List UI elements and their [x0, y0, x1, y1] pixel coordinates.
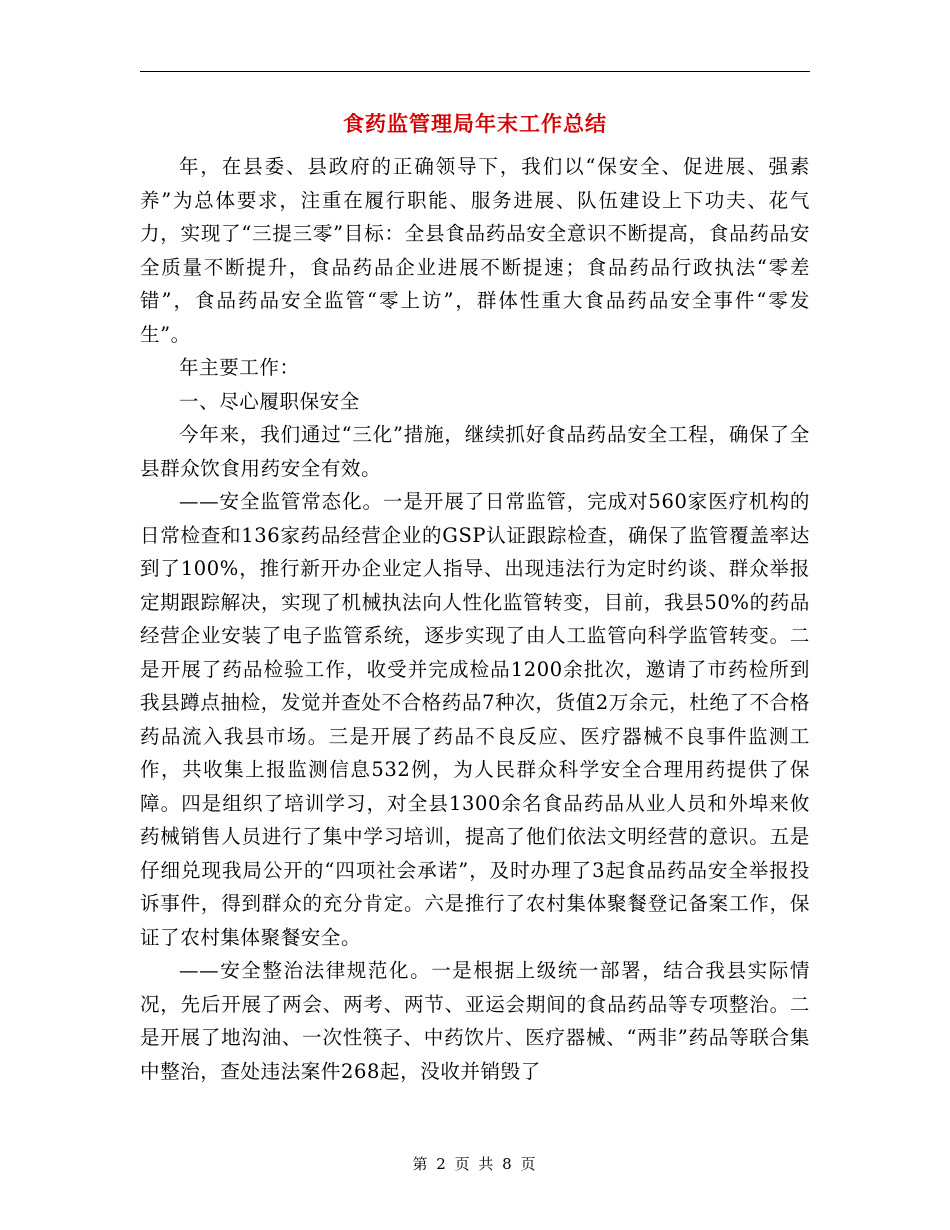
paragraph: 年，在县委、县政府的正确领导下，我们以“保安全、促进展、强素养”为总体要求，注重在履行职能、服务进展、队伍建设上下功夫、花气力，实现了“三提三零”目标：全县食品药品安全意识不断提高，食品药品安全质量不断提升，食品药品企业进展不断提速；食品药品行政执法“零差错”，食品药品安全监管“零上访”，群体性重大食品药品安全事件“零发生”。: [140, 155, 810, 346]
paragraph: 年主要工作：: [179, 356, 300, 379]
page-footer: 第 2 页 共 8 页: [412, 1155, 538, 1173]
paragraph: 今年来，我们通过“三化”措施，继续抓好食品药品安全工程，确保了全县群众饮食用药安全有效。: [140, 423, 810, 480]
header-rule: [140, 71, 810, 72]
paragraph: ——安全整治法律规范化。一是根据上级统一部署，结合我县实际情况，先后开展了两会、两考、两节、亚运会期间的食品药品等专项整治。二是开展了地沟油、一次性筷子、中药饮片、医疗器械、“两非”药品等联合集中整治，查处违法案件268起，没收并销毁了: [140, 959, 810, 1083]
paragraph: ——安全监管常态化。一是开展了日常监管，完成对560家医疗机构的日常检查和136家药品经营企业的GSP认证跟踪检查，确保了监管覆盖率达到了100%，推行新开办企业定人指导、出现违法行为定时约谈、群众举报定期跟踪解决，实现了机械执法向人性化监管转变，目前，我县50%的药品经营企业安装了电子监管系统，逐步实现了由人工监管向科学监管转变。二是开展了药品检验工作，收受并完成检品1200余批次，邀请了市药检所到我县蹲点抽检，发觉并查处不合格药品7种次，货值2万余元，杜绝了不合格药品流入我县市场。三是开展了药品不良反应、医疗器械不良事件监测工作，共收集上报监测信息532例，为人民群众科学安全合理用药提供了保障。四是组织了培训学习，对全县1300余名食品药品从业人员和外埠来攸药械销售人员进行了集中学习培训，提高了他们依法文明经营的意识。五是仔细兑现我局公开的“四项社会承诺”，及时办理了3起食品药品安全举报投诉事件，得到群众的充分肯定。六是推行了农村集体聚餐登记备案工作，保证了农村集体聚餐安全。: [140, 490, 810, 949]
section-heading: 一、尽心履职保安全: [179, 389, 360, 413]
document-body: [140, 150, 810, 1088]
document-title: 食药监管理局年末工作总结: [343, 111, 607, 136]
